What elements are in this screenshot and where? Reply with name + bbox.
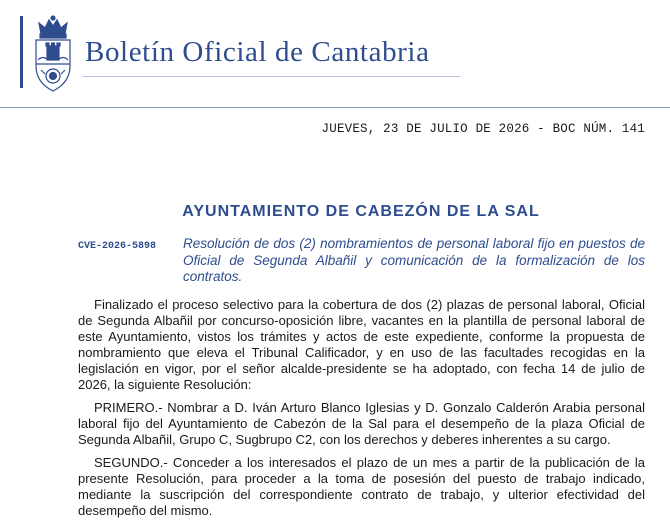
body-paragraph: PRIMERO.- Nombrar a D. Iván Arturo Blanco Iglesias y D. Gonzalo Calderón Arabia personal laboral fijo del Ayuntamiento de Cabezón de la Sal para el desempeño de la plaza Oficial de Segunda Albañil, Grupo C, Sugbrupo C2, con los derechos y deberes inherentes a su cargo. — [78, 400, 645, 447]
organization-heading: AYUNTAMIENTO DE CABEZÓN DE LA SAL — [182, 203, 540, 220]
issue-date-line: JUEVES, 23 DE JULIO DE 2026 - BOC NÚM. 141 — [321, 122, 645, 136]
page-header — [0, 0, 670, 108]
document-body — [78, 297, 645, 526]
header-accent-bar — [20, 16, 23, 88]
title-divider — [82, 76, 460, 77]
resolution-subject: Resolución de dos (2) nombramientos de personal laboral fijo en puestos de Oficial de Segunda Albañil y comunicación de la formalización de los contratos. — [183, 236, 645, 284]
coat-of-arms-icon — [31, 14, 75, 94]
cve-code: CVE-2026-5898 — [78, 241, 157, 252]
header-divider — [0, 107, 670, 108]
gazette-title: Boletín Oficial de Cantabria — [85, 36, 430, 68]
body-paragraph: SEGUNDO.- Conceder a los interesados el plazo de un mes a partir de la publicación de la presente Resolución, para proceder a la toma de posesión del puesto de trabajo indicado, mediante la suscripción del correspondiente contrato de trabajo, y ulterior efectividad del desempeño del mismo. — [78, 455, 645, 518]
body-paragraph: Finalizado el proceso selectivo para la cobertura de dos (2) plazas de personal laboral, Oficial de Segunda Albañil por concurso-oposición libre, vacantes en la plantilla de personal laboral de este Ayuntamiento, vistos los trámites y actos de este expediente, conforme la propuesta de nombramiento que eleva el Tribunal Calificador, y en uso de las facultades recogidas en la legislación en vigor, por el señor alcalde-presidente se ha adoptado, con fecha 14 de julio de 2026, la siguiente Resolución: — [78, 297, 645, 392]
